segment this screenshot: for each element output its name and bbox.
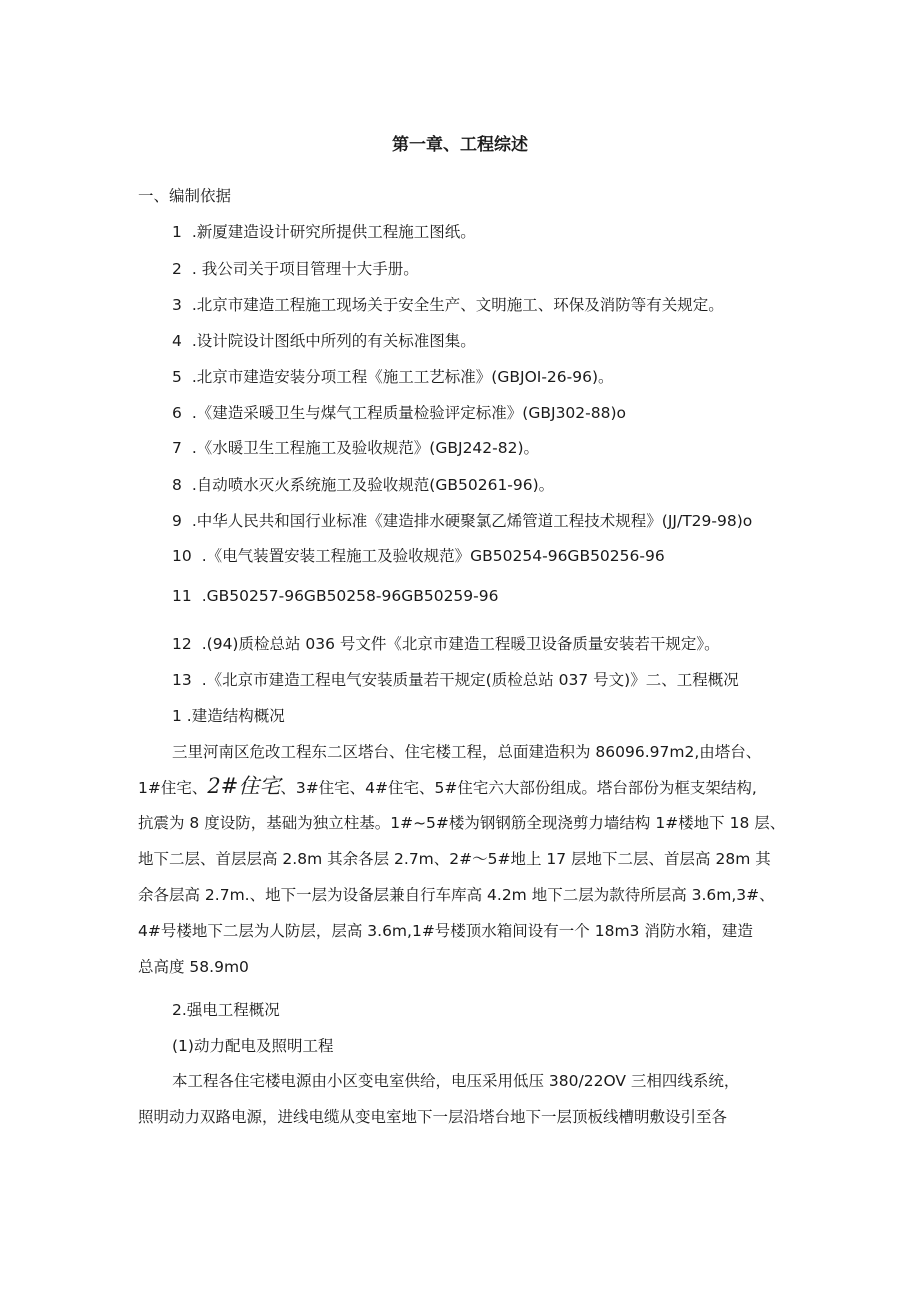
paragraph-line: 本工程各住宅楼电源由小区变电室供给，电压采用低压 380/22OV 三相四线系统， <box>172 1072 740 1090</box>
list-item <box>172 633 720 655</box>
item-number: 1 <box>172 223 182 241</box>
subheading-power: 2.强电工程概况 <box>172 1001 280 1019</box>
list-item <box>172 437 539 459</box>
item-text: .中华人民共和国行业标准《建造排水硬聚氯乙烯管道工程技术规程》(JJ/T29-98)o <box>191 512 753 530</box>
item-text: .设计院设计图纸中所列的有关标准图集。 <box>191 332 476 350</box>
item-text: . 我公司关于项目管理十大手册。 <box>191 260 419 278</box>
list-item <box>172 474 554 496</box>
item-number: 5 <box>172 368 182 386</box>
item-text: .《建造采暖卫生与煤气工程质量检验评定标准》(GBJ302-88)o <box>191 404 626 422</box>
page-title: 第一章、工程综述 <box>392 135 528 155</box>
paragraph-line: 总高度 58.9m0 <box>138 958 249 976</box>
item-text: .(94)质检总站 036 号文件《北京市建造工程暖卫设备质量安装若干规定》。 <box>201 635 720 653</box>
item-number: 12 <box>172 635 192 653</box>
list-item <box>172 330 476 352</box>
paragraph-line: 三里河南区危改工程东二区塔台、住宅楼工程，总面建造积为 86096.97m2,由塔台、 <box>172 743 762 761</box>
item-number: 10 <box>172 547 192 565</box>
item-text: .北京市建造安装分项工程《施工工艺标准》(GBJOI-26-96)。 <box>191 368 614 386</box>
item-number: 8 <box>172 476 182 494</box>
item-text: .自动喷水灭火系统施工及验收规范(GB50261-96)。 <box>191 476 555 494</box>
list-item <box>172 402 626 424</box>
list-item <box>172 585 498 607</box>
item-number: 6 <box>172 404 182 422</box>
item-number: 2 <box>172 260 182 278</box>
list-item <box>172 366 614 388</box>
item-text: .GB50257-96GB50258-96GB50259-96 <box>201 587 499 605</box>
item-text: .《水暖卫生工程施工及验收规范》(GBJ242-82)。 <box>191 439 540 457</box>
item-number: 4 <box>172 332 182 350</box>
item-number: 13 <box>172 671 192 689</box>
item-number: 9 <box>172 512 182 530</box>
list-item <box>172 294 724 316</box>
list-item <box>172 221 476 243</box>
list-item <box>172 258 419 280</box>
paragraph-line: 照明动力双路电源，进线电缆从变电室地下一层沿塔台地下一层顶板线槽明敷设引至各 <box>138 1108 728 1126</box>
item-number: 7 <box>172 439 182 457</box>
item-text: .《电气装置安装工程施工及验收规范》GB50254-96GB50256-96 <box>201 547 665 565</box>
item-text: .《北京市建造工程电气安装质量若干规定(质检总站 037 号文)》二、工程概况 <box>201 671 739 689</box>
item-number: 3 <box>172 296 182 314</box>
list-item <box>172 510 752 532</box>
paragraph-line: 1#住宅、2#住宅、3#住宅、4#住宅、5#住宅六大部份组成。塔台部份为框支架结构, <box>138 774 757 798</box>
paragraph-line: 余各层高 2.7m.、地下一层为设备层兼自行车库高 4.2m 地下二层为款待所层高 3.6m,3#、 <box>138 886 775 904</box>
item-number: 11 <box>172 587 192 605</box>
paragraph-line: 4#号楼地下二层为人防层，层高 3.6m,1#号楼顶水箱间设有一个 18m3 消防水箱，建造 <box>138 922 753 940</box>
list-item <box>172 669 739 691</box>
subheading-lighting: (1)动力配电及照明工程 <box>172 1037 334 1055</box>
paragraph-line: 地下二层、首层层高 2.8m 其余各层 2.7m、2#～5#地上 17 层地下二层、首层高 28m 其 <box>138 850 771 868</box>
item-text: .北京市建造工程施工现场关于安全生产、文明施工、环保及消防等有关规定。 <box>191 296 724 314</box>
section-heading-basis: 一、编制依据 <box>138 187 232 205</box>
emphasized-text: 2#住宅 <box>207 774 281 798</box>
item-text: .新厦建造设计研究所提供工程施工图纸。 <box>191 223 476 241</box>
list-item <box>172 545 665 567</box>
paragraph-line: 抗震为 8 度设防，基础为独立柱基。1#~5#楼为钢钢筋全现浇剪力墙结构 1#楼地下 18 层、 <box>138 814 786 832</box>
subheading-structure: 1 .建造结构概况 <box>172 707 285 725</box>
